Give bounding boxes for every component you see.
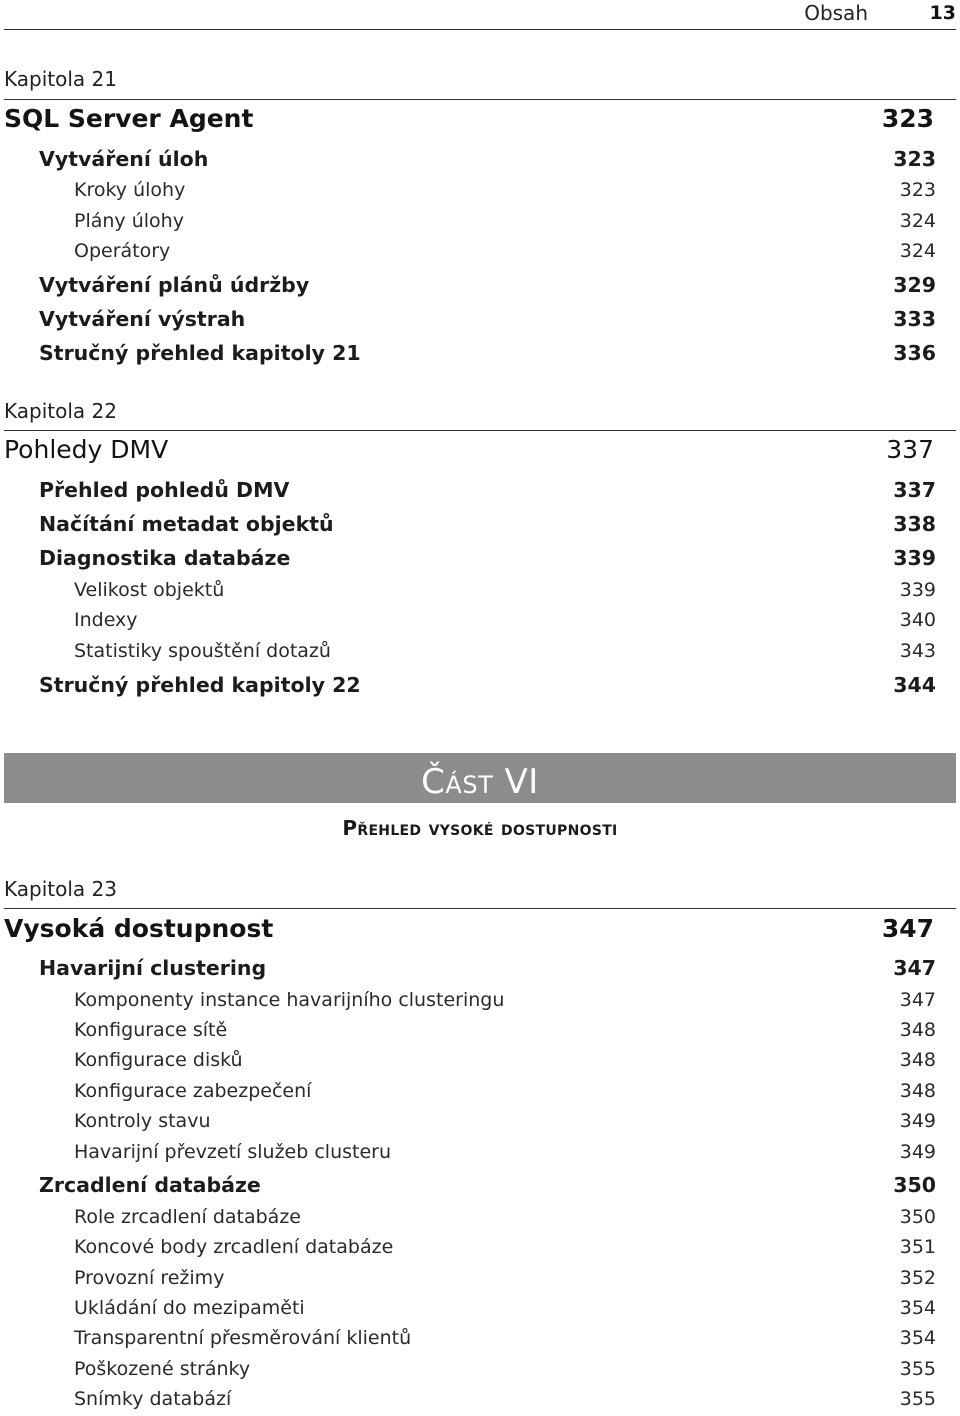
- toc-entry-text: Havarijní clustering: [39, 956, 267, 980]
- toc-entry-page: 344: [893, 673, 936, 697]
- chapter-title: SQL Server Agent: [4, 104, 254, 133]
- toc-entry[interactable]: [4, 1234, 936, 1260]
- toc-entry-text: Vytváření výstrah: [39, 307, 246, 331]
- toc-entry-text: Konfigurace zabezpečení: [74, 1080, 312, 1102]
- toc-entry-text: Konfigurace disků: [74, 1049, 243, 1071]
- toc-entry[interactable]: [4, 477, 936, 503]
- toc-entry-page: 350: [899, 1206, 936, 1228]
- toc-entry-page: 355: [899, 1358, 936, 1380]
- toc-entry-page: 348: [899, 1049, 936, 1071]
- toc-entry[interactable]: [4, 1295, 936, 1321]
- toc-entry-page: 350: [893, 1173, 936, 1197]
- toc-entry[interactable]: [4, 1017, 936, 1043]
- toc-entry-text: Role zrcadlení databáze: [74, 1206, 301, 1228]
- chapter-title: Vysoká dostupnost: [4, 914, 274, 943]
- toc-entry-text: Kontroly stavu: [74, 1110, 211, 1132]
- toc-entry-page: 339: [893, 546, 936, 570]
- chapter-label: Kapitola 21: [4, 67, 117, 91]
- toc-entry-page: 348: [899, 1019, 936, 1041]
- toc-entry-text: Stručný přehled kapitoly 21: [39, 341, 361, 365]
- toc-entry-page: 354: [899, 1297, 936, 1319]
- chapter-label: Kapitola 22: [4, 399, 117, 423]
- toc-entry-page: 338: [893, 512, 936, 536]
- toc-entry-text: Provozní režimy: [74, 1267, 225, 1289]
- toc-entry-text: Vytváření úloh: [39, 147, 209, 171]
- toc-entry[interactable]: [4, 987, 936, 1013]
- toc-entry-text: Velikost objektů: [74, 579, 225, 601]
- toc-entry-page: 351: [899, 1236, 936, 1258]
- toc-entry[interactable]: [4, 672, 936, 698]
- chapter-title-row[interactable]: [4, 434, 934, 466]
- toc-entry[interactable]: [4, 1047, 936, 1073]
- toc-entry-text: Vytváření plánů údržby: [39, 273, 310, 297]
- chapter-label: Kapitola 23: [4, 877, 117, 901]
- toc-entry-page: 323: [899, 179, 936, 201]
- toc-entry-page: 333: [893, 307, 936, 331]
- page-header: [4, 0, 956, 30]
- toc-entry-text: Načítání metadat objektů: [39, 512, 334, 536]
- header-page-number: 13: [929, 2, 956, 24]
- toc-entry[interactable]: [4, 1204, 936, 1230]
- toc-entry-text: Přehled pohledů DMV: [39, 478, 290, 502]
- toc-entry-page: 355: [899, 1388, 936, 1410]
- toc-entry-text: Komponenty instance havarijního clusteringu: [74, 989, 505, 1011]
- toc-entry[interactable]: [4, 1172, 936, 1198]
- toc-entry[interactable]: [4, 638, 936, 664]
- toc-entry-text: Kroky úlohy: [74, 179, 186, 201]
- chapter-page: 347: [881, 914, 934, 943]
- part-banner: [4, 753, 956, 803]
- toc-entry-page: 347: [893, 956, 936, 980]
- toc-entry-text: Statistiky spouštění dotazů: [74, 640, 331, 662]
- toc-entry-page: 349: [899, 1110, 936, 1132]
- toc-entry-text: Indexy: [74, 609, 138, 631]
- chapter-page: 323: [881, 104, 934, 133]
- toc-entry[interactable]: [4, 1386, 936, 1412]
- toc-entry-text: Plány úlohy: [74, 210, 184, 232]
- toc-entry-page: 323: [893, 147, 936, 171]
- toc-entry[interactable]: [4, 272, 936, 298]
- toc-entry[interactable]: [4, 177, 936, 203]
- toc-entry-page: 324: [899, 210, 936, 232]
- toc-entry-page: 340: [899, 609, 936, 631]
- toc-entry-page: 336: [893, 341, 936, 365]
- toc-entry[interactable]: [4, 955, 936, 981]
- toc-entry[interactable]: [4, 511, 936, 537]
- part-title: Část VI: [421, 762, 539, 802]
- toc-entry[interactable]: [4, 545, 936, 571]
- toc-entry-text: Operátory: [74, 240, 171, 262]
- toc-entry-text: Poškozené stránky: [74, 1358, 251, 1380]
- toc-entry-text: Koncové body zrcadlení databáze: [74, 1236, 394, 1258]
- toc-entry-text: Stručný přehled kapitoly 22: [39, 673, 361, 697]
- toc-entry-text: Ukládání do mezipaměti: [74, 1297, 305, 1319]
- chapter-page: 337: [886, 435, 934, 464]
- toc-entry-page: 348: [899, 1080, 936, 1102]
- toc-entry-page: 347: [899, 989, 936, 1011]
- chapter-rule: [4, 430, 956, 431]
- toc-entry-text: Diagnostika databáze: [39, 546, 291, 570]
- chapter-title: Pohledy DMV: [4, 435, 169, 464]
- toc-entry[interactable]: [4, 146, 936, 172]
- toc-entry-page: 337: [893, 478, 936, 502]
- toc-entry[interactable]: [4, 1325, 936, 1351]
- chapter-title-row[interactable]: [4, 913, 934, 945]
- toc-entry-page: 354: [899, 1327, 936, 1349]
- toc-entry[interactable]: [4, 238, 936, 264]
- header-title: Obsah: [804, 1, 868, 25]
- toc-entry[interactable]: [4, 1108, 936, 1134]
- toc-entry[interactable]: [4, 1265, 936, 1291]
- chapter-title-row[interactable]: [4, 103, 934, 135]
- toc-entry[interactable]: [4, 1356, 936, 1382]
- toc-entry-page: 329: [893, 273, 936, 297]
- toc-entry-text: Zrcadlení databáze: [39, 1173, 261, 1197]
- toc-entry-page: 349: [899, 1141, 936, 1163]
- toc-entry-text: Konfigurace sítě: [74, 1019, 228, 1041]
- toc-entry[interactable]: [4, 306, 936, 332]
- toc-entry[interactable]: [4, 577, 936, 603]
- chapter-rule: [4, 908, 956, 909]
- toc-entry[interactable]: [4, 1078, 936, 1104]
- toc-entry-page: 352: [899, 1267, 936, 1289]
- toc-entry-page: 343: [899, 640, 936, 662]
- toc-entry-text: Havarijní převzetí služeb clusteru: [74, 1141, 392, 1163]
- toc-entry[interactable]: [4, 340, 936, 366]
- toc-entry-page: 324: [899, 240, 936, 262]
- chapter-rule: [4, 99, 956, 100]
- toc-entry[interactable]: [4, 208, 936, 234]
- part-subtitle: Přehled vysoké dostupnosti: [342, 816, 618, 840]
- toc-entry[interactable]: [4, 1139, 936, 1165]
- toc-entry[interactable]: [4, 607, 936, 633]
- toc-entry-page: 339: [899, 579, 936, 601]
- toc-entry-text: Transparentní přesměrování klientů: [74, 1327, 412, 1349]
- toc-entry-text: Snímky databází: [74, 1388, 232, 1410]
